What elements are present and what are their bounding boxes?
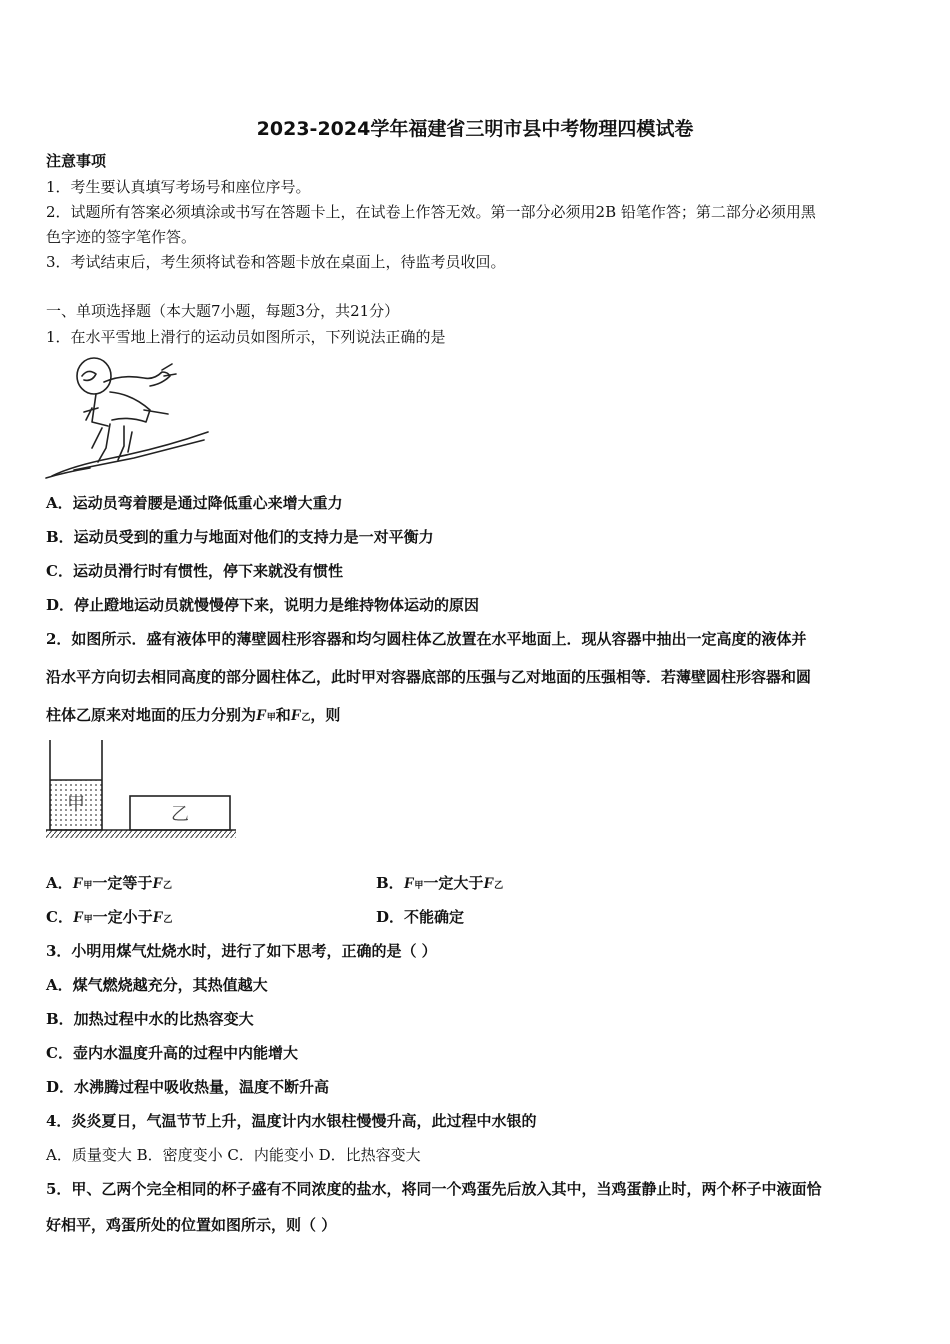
- subscript: 甲: [414, 881, 424, 891]
- opt-text: 一定小于: [92, 908, 153, 926]
- subscript: 甲: [266, 713, 276, 723]
- question-3-option: D．水沸腾过程中吸收热量，温度不断升高: [46, 1078, 330, 1096]
- subscript: 乙: [163, 881, 173, 891]
- opt-text: 一定等于: [92, 874, 153, 892]
- question-4-options: A．质量变大 B．密度变小 C．内能变小 D．比热容变大: [46, 1146, 421, 1164]
- section-heading: 一、单项选择题（本大题7小题，每题3分，共21分）: [46, 302, 400, 320]
- subscript: 甲: [83, 881, 93, 891]
- subscript: 乙: [301, 713, 311, 723]
- page-title: 2023-2024学年福建省三明市县中考物理四模试卷: [256, 118, 694, 140]
- container-cylinder-figure: [44, 738, 240, 842]
- question-2-option-c: [46, 908, 172, 929]
- notice-item: 2．试题所有答案必须填涂或书写在答题卡上，在试卷上作答无效。第一部分必须用2B 铅笔作答；第二部分必须用黑: [46, 203, 816, 221]
- opt-letter: B．: [376, 874, 404, 892]
- opt-text: 一定大于: [423, 874, 484, 892]
- opt-letter: A．: [46, 874, 73, 892]
- question-2-option-d: D．不能确定: [376, 908, 465, 926]
- question-3-option: A．煤气燃烧越充分，其热值越大: [46, 976, 268, 994]
- question-1-option: D．停止蹬地运动员就慢慢停下来，说明力是维持物体运动的原因: [46, 596, 480, 614]
- label-yi: 乙: [171, 804, 189, 825]
- question-3-option: B．加热过程中水的比热容变大: [46, 1010, 254, 1028]
- question-1-option: B．运动员受到的重力与地面对他们的支持力是一对平衡力: [46, 528, 434, 546]
- question-5-line: 好相平，鸡蛋所处的位置如图所示，则（ ）: [46, 1216, 337, 1234]
- q2-line3-end: ，则: [310, 706, 341, 724]
- subscript: 乙: [163, 915, 173, 925]
- force-symbol: F: [483, 875, 495, 892]
- question-5-line: 5．甲、乙两个完全相同的杯子盛有不同浓度的盐水，将同一个鸡蛋先后放入其中，当鸡蛋静止时，两个杯子中液面恰: [46, 1180, 822, 1198]
- notice-item: 3．考试结束后，考生须将试卷和答题卡放在桌面上，待监考员收回。: [46, 253, 506, 271]
- question-2-line: [46, 706, 340, 727]
- q2-line3-text: 柱体乙原来对地面的压力分别为: [46, 706, 257, 724]
- notice-heading: 注意事项: [46, 152, 107, 170]
- force-symbol: F: [72, 875, 84, 892]
- force-symbol: F: [152, 875, 164, 892]
- question-2-line: 沿水平方向切去相同高度的部分圆柱体乙，此时甲对容器底部的压强与乙对地面的压强相等．若薄壁圆柱形容器和圆: [46, 668, 812, 686]
- question-1-stem: 1．在水平雪地上滑行的运动员如图所示，下列说法正确的是: [46, 328, 446, 346]
- question-1-option: A．运动员弯着腰是通过降低重心来增大重力: [46, 494, 343, 512]
- notice-item: 1．考生要认真填写考场号和座位序号。: [46, 178, 311, 196]
- opt-letter: C．: [46, 908, 73, 926]
- question-2-option-b: [376, 874, 503, 895]
- force-symbol: F: [72, 909, 84, 926]
- question-2-line: 2．如图所示．盛有液体甲的薄壁圆柱形容器和均匀圆柱体乙放置在水平地面上．现从容器中抽出一定高度的液体并: [46, 630, 807, 648]
- question-4-stem: 4．炎炎夏日，气温节节上升，温度计内水银柱慢慢升高，此过程中水银的: [46, 1112, 537, 1130]
- force-symbol: F: [290, 707, 302, 724]
- q2-and: 和: [275, 706, 291, 724]
- question-1-option: C．运动员滑行时有惯性，停下来就没有惯性: [46, 562, 343, 580]
- subscript: 乙: [494, 881, 504, 891]
- question-2-option-a: [46, 874, 172, 895]
- notice-item: 色字迹的签字笔作答。: [46, 228, 197, 246]
- label-jia: 甲: [67, 794, 85, 815]
- subscript: 甲: [83, 915, 93, 925]
- question-3-stem: 3．小明用煤气灶烧水时，进行了如下思考，正确的是（ ）: [46, 942, 437, 960]
- force-symbol: F: [152, 909, 164, 926]
- question-3-option: C．壶内水温度升高的过程中内能增大: [46, 1044, 298, 1062]
- skier-figure: [44, 352, 212, 480]
- force-symbol: F: [403, 875, 415, 892]
- force-symbol: F: [256, 707, 267, 724]
